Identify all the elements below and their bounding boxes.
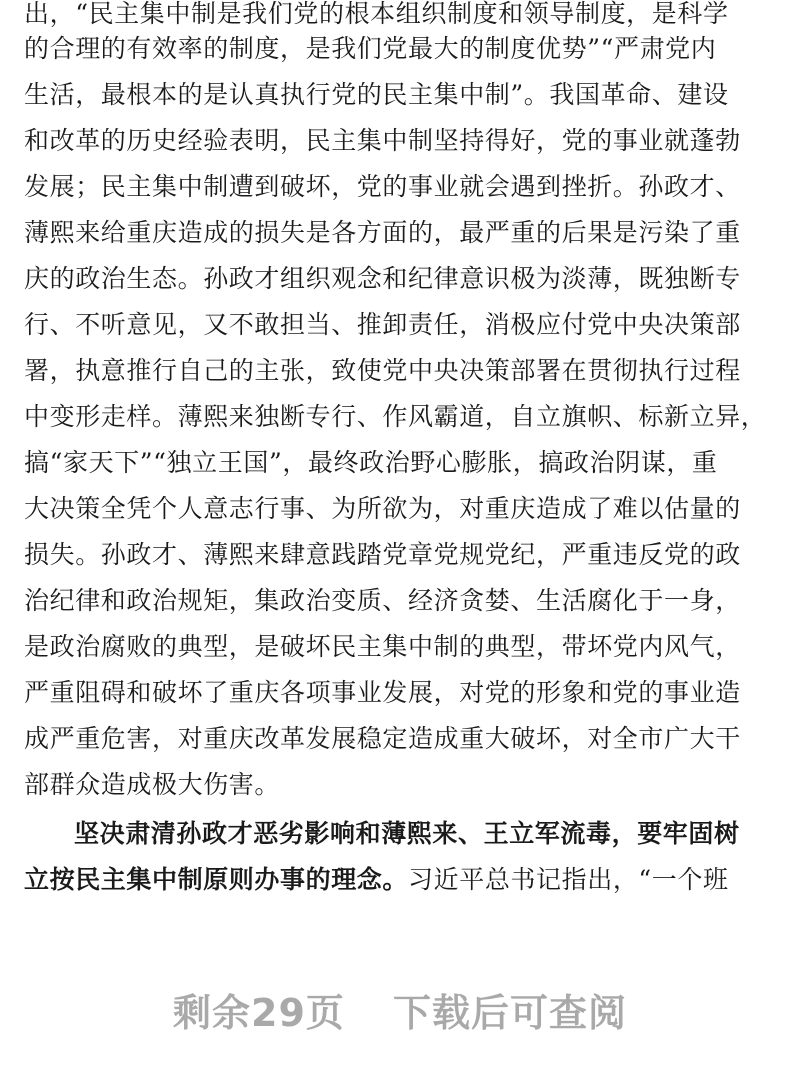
text-line: 薄熙来给重庆造成的损失是各方面的，最严重的后果是污染了重 (24, 218, 741, 247)
text-line: 成严重危害，对重庆改革发展稳定造成重大破坏，对全市广大干 (24, 724, 741, 753)
text-line: 是政治腐败的典型，是破坏民主集中制的典型，带坏党内风气， (24, 632, 741, 661)
text-line: 大决策全凭个人意志行事、为所欲为，对重庆造成了难以估量的 (24, 494, 741, 523)
text-line: 的合理的有效率的制度，是我们党最大的制度优势”“严肃党内 (24, 34, 717, 63)
text-line: 严重阻碍和破坏了重庆各项事业发展，对党的形象和党的事业造 (24, 678, 741, 707)
text-line: 搞“家天下”“独立王国”，最终政治野心膨胀，搞政治阴谋，重 (24, 448, 718, 477)
text-line: 署，执意推行自己的主张，致使党中央决策部署在贯彻执行过程 (24, 356, 741, 385)
text-line: 损失。孙政才、薄熙来肆意践踏党章党规党纪，严重违反党的政 (24, 540, 741, 569)
download-to-view-label: 下载后可查阅 (392, 991, 627, 1035)
text-line: 部群众造成极大伤害。 (24, 770, 281, 799)
paragraph-mixed-line (24, 856, 776, 904)
paragraph-body-start: 习近平总书记指出，“一个班 (408, 865, 729, 894)
paragraph-heading-tail: 立按民主集中制原则办事的理念。 (24, 865, 409, 894)
text-line: 中变形走样。薄熙来独断专行、作风霸道，自立旗帜、标新立异， (24, 402, 767, 431)
text-line: 发展；民主集中制遭到破坏，党的事业就会遇到挫折。孙政才、 (24, 172, 741, 201)
text-line: 生活，最根本的是认真执行党的民主集中制”。我国革命、建设 (24, 80, 729, 109)
remaining-pages-label: 剩余29页 (173, 991, 345, 1035)
text-line: 出，“民主集中制是我们党的根本组织制度和领导制度，是科学 (24, 0, 729, 28)
text-line: 庆的政治生态。孙政才组织观念和纪律意识极为淡薄，既独断专 (24, 264, 741, 293)
text-line: 和改革的历史经验表明，民主集中制坚持得好，党的事业就蓬勃 (24, 126, 741, 155)
download-notice (0, 983, 800, 1043)
paragraph-heading-line: 坚决肃清孙政才恶劣影响和薄熙来、王立军流毒，要牢固树 (74, 819, 740, 848)
text-line: 行、不听意见，又不敢担当、推卸责任，消极应付党中央决策部 (24, 310, 741, 339)
text-line: 治纪律和政治规矩，集政治变质、经济贪婪、生活腐化于一身， (24, 586, 741, 615)
